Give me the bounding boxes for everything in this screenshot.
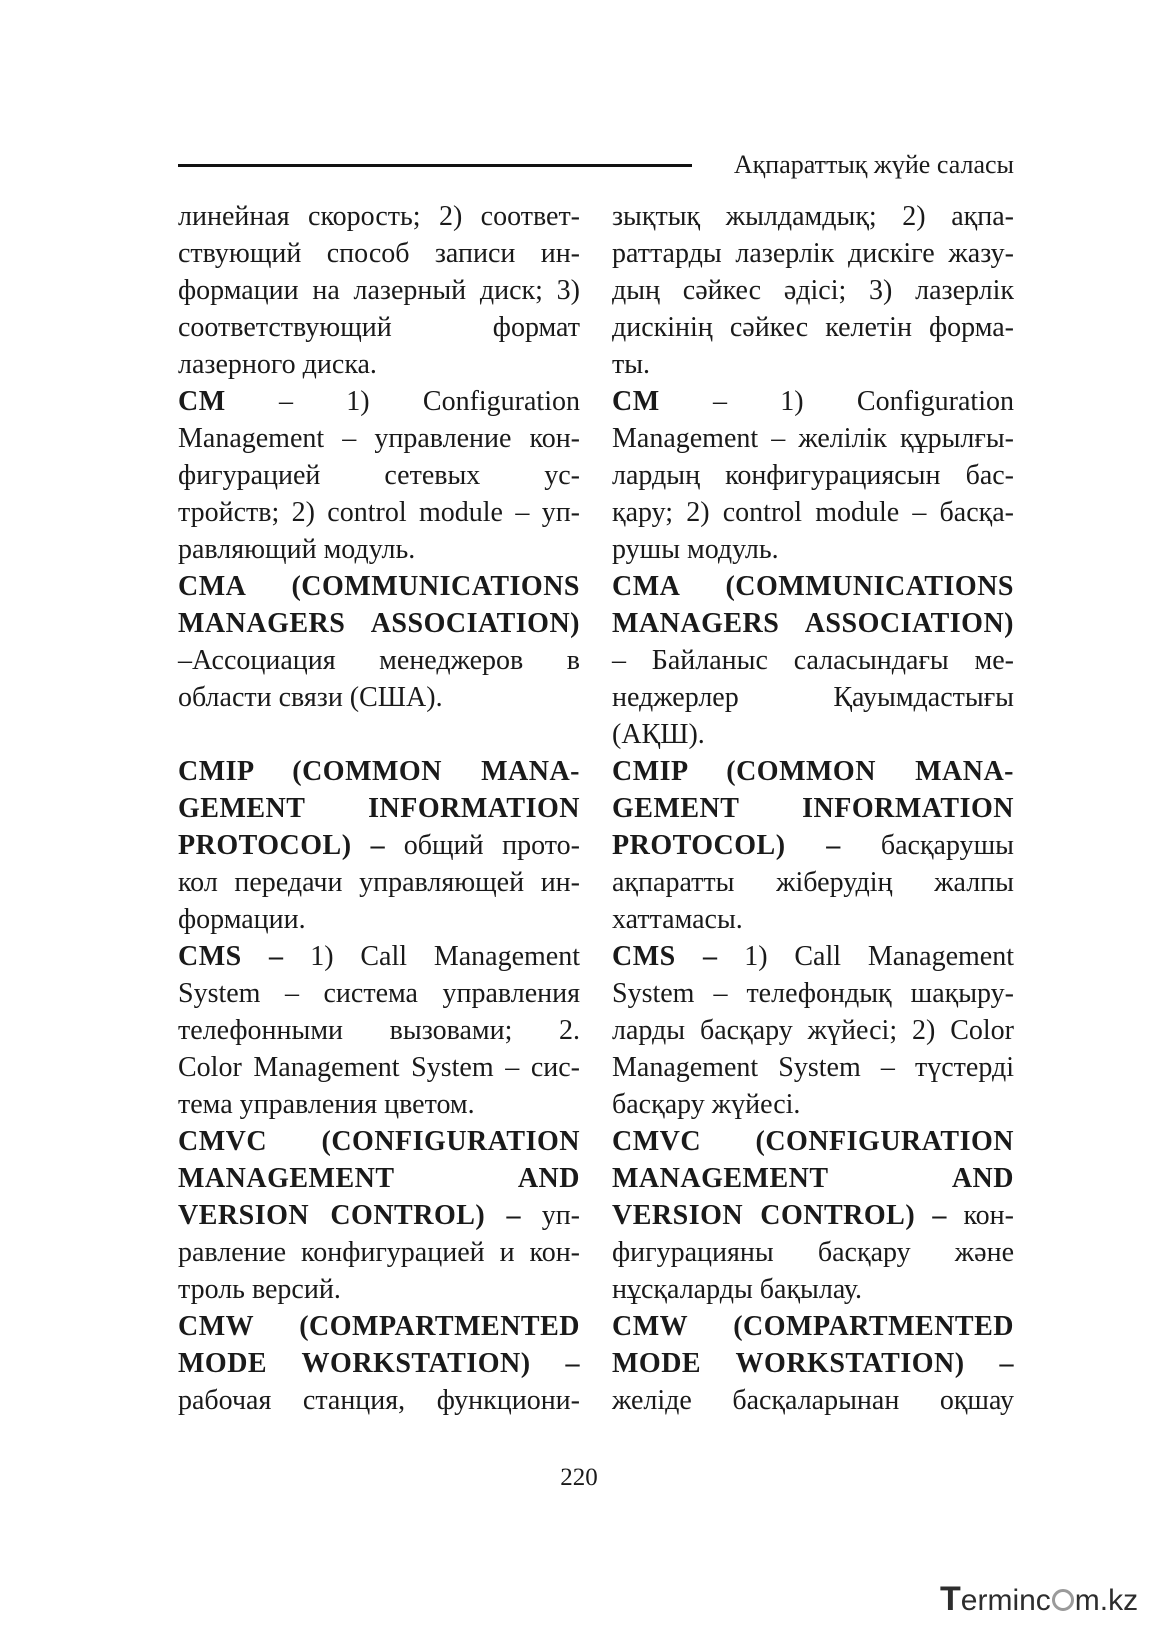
- term-heading: CMVC (CONFIGURATION: [178, 1126, 580, 1157]
- definition-text: ты.: [612, 349, 651, 380]
- text-line: [178, 235, 580, 272]
- text-line: [178, 938, 580, 975]
- text-line: [178, 1123, 580, 1160]
- definition-text: уп-: [520, 1200, 580, 1231]
- text-line: [178, 494, 580, 531]
- header-title: Ақпараттық жүйе саласы: [733, 150, 1014, 179]
- text-line: [178, 1382, 580, 1419]
- term-heading: CMA (COMMUNICATIONS: [612, 571, 1014, 602]
- right-column: [612, 198, 1014, 1419]
- text-line: [178, 198, 580, 235]
- definition-text: зықтық жылдамдық; 2) ақпа-: [612, 201, 1014, 232]
- text-line: [612, 1308, 1014, 1345]
- text-line: [612, 1123, 1014, 1160]
- text-line: [178, 642, 580, 679]
- text-line: [612, 679, 1014, 716]
- definition-text: формации.: [178, 904, 306, 935]
- definition-text: фигурацияны басқару және: [612, 1237, 1014, 1268]
- term-heading: VERSION CONTROL) –: [612, 1200, 947, 1231]
- definition-text: соответствующий формат: [178, 312, 580, 343]
- text-line: [612, 420, 1014, 457]
- text-line: [612, 309, 1014, 346]
- text-line: [178, 1197, 580, 1234]
- text-line: [612, 1271, 1014, 1308]
- text-line: [178, 975, 580, 1012]
- definition-text: фигурацией сетевых ус-: [178, 460, 580, 491]
- text-line: [178, 1271, 580, 1308]
- definition-text: қару; 2) control module – басқа-: [612, 497, 1014, 528]
- definition-text: лардың конфигурациясын бас-: [612, 460, 1014, 491]
- term-heading: CM: [612, 386, 660, 417]
- definition-text: дың сәйкес әдісі; 3) лазерлік: [612, 275, 1014, 306]
- text-line: [612, 1234, 1014, 1271]
- text-line: [612, 531, 1014, 568]
- text-line: [612, 790, 1014, 827]
- text-line: [612, 938, 1014, 975]
- text-line: [612, 1382, 1014, 1419]
- text-line: [178, 457, 580, 494]
- text-line: [178, 531, 580, 568]
- definition-text: –Ассоциация менеджеров в: [178, 645, 580, 676]
- definition-text: неджерлер Қауымдастығы: [612, 682, 1014, 713]
- definition-text: общий прото-: [385, 830, 580, 861]
- term-heading: MANAGEMENT AND: [178, 1163, 580, 1194]
- text-line: [178, 383, 580, 420]
- term-heading: CMVC (CONFIGURATION: [612, 1126, 1014, 1157]
- definition-text: формации на лазерный диск; 3): [178, 275, 580, 306]
- definition-text: рабочая станция, функциони-: [178, 1385, 580, 1416]
- term-heading: PROTOCOL) –: [178, 830, 386, 861]
- text-line: [612, 198, 1014, 235]
- text-line: [612, 1345, 1014, 1382]
- definition-text: телефонными вызовами; 2.: [178, 1015, 580, 1046]
- definition-text: тройств; 2) control module – уп-: [178, 497, 580, 528]
- text-line: [612, 383, 1014, 420]
- definition-text: кон-: [946, 1200, 1014, 1231]
- text-line: [612, 494, 1014, 531]
- running-head: [178, 148, 1014, 182]
- definition-text: Management – управление кон-: [178, 423, 580, 454]
- definition-text: дискінің сәйкес келетін форма-: [612, 312, 1014, 343]
- term-heading: MODE WORKSTATION) –: [178, 1348, 580, 1379]
- text-line: [178, 568, 580, 605]
- definition-text: хаттамасы.: [612, 904, 743, 935]
- text-line: [612, 346, 1014, 383]
- term-heading: PROTOCOL) –: [612, 830, 841, 861]
- text-line: [178, 1160, 580, 1197]
- definition-text: линейная скорость; 2) соответ-: [178, 201, 580, 232]
- definition-text: ларды басқару жүйесі; 2) Color: [612, 1015, 1014, 1046]
- term-heading: MANAGEMENT AND: [612, 1163, 1014, 1194]
- definition-text: равляющий модуль.: [178, 534, 416, 565]
- text-line: [178, 1234, 580, 1271]
- definition-text: Management System – түстерді: [612, 1052, 1014, 1083]
- definition-text: лазерного диска.: [178, 349, 377, 380]
- definition-text: басқарушы: [840, 830, 1014, 861]
- definition-text: области связи (США).: [178, 682, 443, 713]
- text-line: [612, 1049, 1014, 1086]
- definition-text: троль версий.: [178, 1274, 341, 1305]
- text-line: [178, 605, 580, 642]
- text-line: [178, 864, 580, 901]
- watermark-text-end: m.kz: [1074, 1584, 1139, 1617]
- definition-text: 1) Call Management: [283, 941, 580, 972]
- term-heading: MANAGERS ASSOCIATION): [178, 608, 580, 639]
- text-line: [612, 716, 1014, 753]
- text-line: [178, 1308, 580, 1345]
- text-line: [612, 1012, 1014, 1049]
- text-line: [612, 568, 1014, 605]
- text-line: [178, 901, 580, 938]
- definition-text: тема управления цветом.: [178, 1089, 475, 1120]
- text-line: [178, 790, 580, 827]
- definition-text: ақпаратты жіберудің жалпы: [612, 867, 1014, 898]
- text-line: [612, 975, 1014, 1012]
- watermark-letter: T: [940, 1580, 961, 1618]
- text-line: [612, 642, 1014, 679]
- definition-text: – Байланыс саласындағы ме-: [612, 645, 1014, 676]
- text-line: [612, 753, 1014, 790]
- term-heading: VERSION CONTROL) –: [178, 1200, 521, 1231]
- text-line: [178, 272, 580, 309]
- text-line: [178, 679, 580, 716]
- definition-text: басқару жүйесі.: [612, 1089, 801, 1120]
- term-heading: MODE WORKSTATION) –: [612, 1348, 1014, 1379]
- text-line: [612, 864, 1014, 901]
- term-heading: MANAGERS ASSOCIATION): [612, 608, 1014, 639]
- text-line: [612, 827, 1014, 864]
- text-line: [178, 716, 580, 753]
- definition-text: – 1) Configuration: [225, 386, 580, 417]
- watermark-magnifier-icon: [1052, 1589, 1074, 1611]
- text-line: [178, 1086, 580, 1123]
- text-line: [178, 827, 580, 864]
- term-heading: GEMENT INFORMATION: [612, 793, 1014, 824]
- term-heading: CMS –: [178, 941, 284, 972]
- term-heading: CM: [178, 386, 226, 417]
- text-line: [612, 272, 1014, 309]
- definition-text: нұсқаларды бақылау.: [612, 1274, 863, 1305]
- watermark-text-start: erminc: [960, 1584, 1051, 1617]
- definition-text: раттарды лазерлік дискіге жазу-: [612, 238, 1014, 269]
- text-line: [612, 605, 1014, 642]
- text-line: [612, 457, 1014, 494]
- definition-text: ствующий способ записи ин-: [178, 238, 580, 269]
- text-line: [612, 901, 1014, 938]
- text-line: [612, 1086, 1014, 1123]
- term-heading: CMW (COMPARTMENTED: [612, 1311, 1014, 1342]
- term-heading: CMS –: [612, 941, 718, 972]
- text-line: [612, 235, 1014, 272]
- term-heading: CMIP (COMMON MANA-: [178, 756, 580, 787]
- definition-text: – 1) Configuration: [659, 386, 1014, 417]
- definition-text: Color Management System – сис-: [178, 1052, 580, 1083]
- text-line: [178, 1012, 580, 1049]
- definition-text: 1) Call Management: [717, 941, 1014, 972]
- definition-text: рушы модуль.: [612, 534, 779, 565]
- text-line: [178, 1049, 580, 1086]
- term-heading: CMW (COMPARTMENTED: [178, 1311, 580, 1342]
- text-line: [178, 309, 580, 346]
- text-line: [178, 420, 580, 457]
- definition-text: (АҚШ).: [612, 719, 705, 750]
- term-heading: CMIP (COMMON MANA-: [612, 756, 1014, 787]
- header-rule: [178, 164, 692, 167]
- site-watermark: [940, 1578, 1140, 1620]
- text-line: [178, 346, 580, 383]
- definition-text: равление конфигурацией и кон-: [178, 1237, 580, 1268]
- definition-text: Management – желілік құрылғы-: [612, 423, 1014, 454]
- definition-text: System – система управления: [178, 978, 580, 1009]
- text-line: [612, 1197, 1014, 1234]
- definition-text: кол передачи управляющей ин-: [178, 867, 580, 898]
- definition-text: желіде басқаларынан оқшау: [612, 1385, 1014, 1416]
- left-column: [178, 198, 580, 1419]
- text-line: [178, 753, 580, 790]
- term-heading: CMA (COMMUNICATIONS: [178, 571, 580, 602]
- definition-text: System – телефондық шақыру-: [612, 978, 1014, 1009]
- term-heading: GEMENT INFORMATION: [178, 793, 580, 824]
- page-number: 220: [560, 1464, 598, 1491]
- text-line: [178, 1345, 580, 1382]
- text-line: [612, 1160, 1014, 1197]
